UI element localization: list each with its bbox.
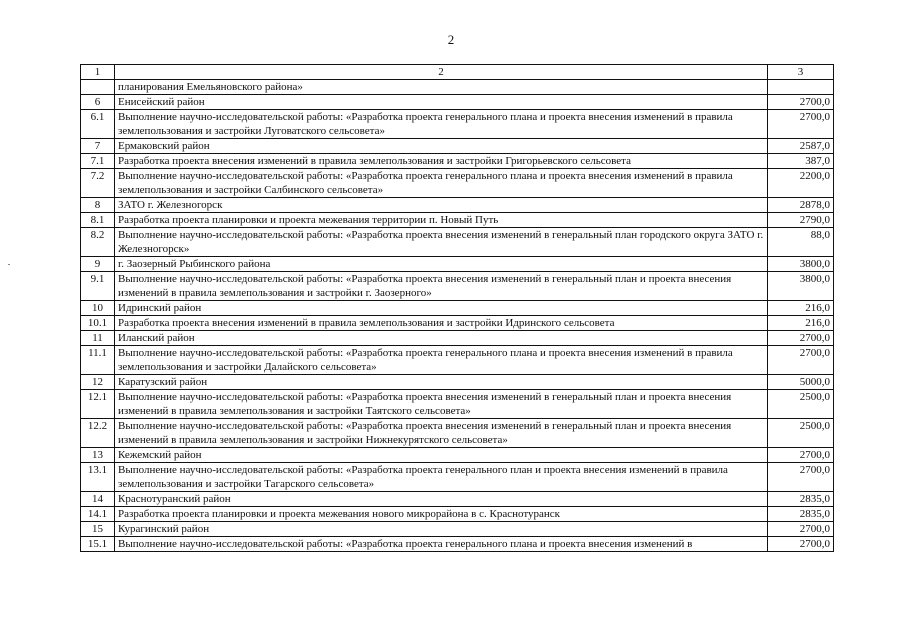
row-number: 13 (81, 448, 115, 463)
row-name: Разработка проекта планировки и проекта межевания территории п. Новый Путь (115, 213, 768, 228)
row-number: 12.1 (81, 390, 115, 419)
row-name: Разработка проекта планировки и проекта межевания нового микрорайона в с. Краснотуранск (115, 507, 768, 522)
row-value: 2587,0 (768, 139, 834, 154)
table-row (81, 301, 834, 316)
table-row (81, 110, 834, 139)
row-name: ЗАТО г. Железногорск (115, 198, 768, 213)
row-name: Выполнение научно-исследовательской работы: «Разработка проекта внесения изменений в генеральный план и проекта внесения изменений в правила землепользования и застройки Нижнекурятского сельсовета» (115, 419, 768, 448)
table-row (81, 257, 834, 272)
row-number: 9 (81, 257, 115, 272)
header-col-1: 1 (81, 65, 115, 80)
row-value: 2700,0 (768, 95, 834, 110)
row-value: 2700,0 (768, 346, 834, 375)
table-row (81, 507, 834, 522)
row-number: 8.1 (81, 213, 115, 228)
row-value: 3800,0 (768, 257, 834, 272)
row-number: 9.1 (81, 272, 115, 301)
row-name: Выполнение научно-исследовательской работы: «Разработка проекта генерального план и проекта внесения изменений в правила землепользования и застройки Тагарского сельсовета» (115, 463, 768, 492)
row-number: 15 (81, 522, 115, 537)
row-value: 216,0 (768, 316, 834, 331)
table-row (81, 537, 834, 552)
row-name: Выполнение научно-исследовательской работы: «Разработка проекта внесения изменений в генеральный план и проекта внесения изменений в правила землепользования и застройки г. Заозерного» (115, 272, 768, 301)
table-row (81, 492, 834, 507)
row-value: 5000,0 (768, 375, 834, 390)
row-value: 216,0 (768, 301, 834, 316)
table-row (81, 346, 834, 375)
row-value: 2835,0 (768, 492, 834, 507)
header-col-2: 2 (115, 65, 768, 80)
table-row (81, 154, 834, 169)
table-row (81, 448, 834, 463)
row-value (768, 80, 834, 95)
row-name: Кежемский район (115, 448, 768, 463)
table-row (81, 522, 834, 537)
row-value: 2700,0 (768, 537, 834, 552)
row-name: Ермаковский район (115, 139, 768, 154)
row-value: 2200,0 (768, 169, 834, 198)
row-number (81, 80, 115, 95)
row-number: 7 (81, 139, 115, 154)
row-number: 10.1 (81, 316, 115, 331)
row-value: 3800,0 (768, 272, 834, 301)
row-value: 2500,0 (768, 419, 834, 448)
table-row (81, 213, 834, 228)
row-number: 10 (81, 301, 115, 316)
table-row (81, 169, 834, 198)
table-row (81, 463, 834, 492)
row-value: 2500,0 (768, 390, 834, 419)
table-row (81, 139, 834, 154)
row-number: 15.1 (81, 537, 115, 552)
row-name: Разработка проекта внесения изменений в правила землепользования и застройки Григорьевского сельсовета (115, 154, 768, 169)
row-name: Выполнение научно-исследовательской работы: «Разработка проекта генерального плана и проекта внесения изменений в правила землепользования и застройки Далайского сельсовета» (115, 346, 768, 375)
row-number: 13.1 (81, 463, 115, 492)
row-name: Выполнение научно-исследовательской работы: «Разработка проекта внесения изменений в генеральный план городского округа ЗАТО г. Железногорск» (115, 228, 768, 257)
scan-speck (8, 264, 10, 265)
row-name: Краснотуранский район (115, 492, 768, 507)
row-name: Разработка проекта внесения изменений в правила землепользования и застройки Идринского сельсовета (115, 316, 768, 331)
row-value: 387,0 (768, 154, 834, 169)
projects-table (80, 64, 834, 552)
row-name: Курагинский район (115, 522, 768, 537)
row-number: 7.2 (81, 169, 115, 198)
table-row (81, 331, 834, 346)
row-name: Выполнение научно-исследовательской работы: «Разработка проекта внесения изменений в генеральный план и проекта внесения изменений в правила землепользования и застройки Таятского сельсовета» (115, 390, 768, 419)
page-number: 2 (447, 32, 455, 47)
table-row (81, 419, 834, 448)
table-row (81, 272, 834, 301)
row-value: 2835,0 (768, 507, 834, 522)
table-row (81, 198, 834, 213)
row-number: 12 (81, 375, 115, 390)
row-value: 2700,0 (768, 463, 834, 492)
header-col-3: 3 (768, 65, 834, 80)
row-number: 14 (81, 492, 115, 507)
table-row (81, 95, 834, 110)
table-row (81, 80, 834, 95)
row-name: Выполнение научно-исследовательской работы: «Разработка проекта генерального плана и проекта внесения изменений в правила землепользования и застройки Луговатского сельсовета» (115, 110, 768, 139)
row-name: Выполнение научно-исследовательской работы: «Разработка проекта генерального плана и проекта внесения изменений в (115, 537, 768, 552)
row-value: 2790,0 (768, 213, 834, 228)
row-name: Каратузский район (115, 375, 768, 390)
row-number: 6 (81, 95, 115, 110)
row-number: 6.1 (81, 110, 115, 139)
row-name: Идринский район (115, 301, 768, 316)
table-row (81, 390, 834, 419)
row-name: г. Заозерный Рыбинского района (115, 257, 768, 272)
row-value: 88,0 (768, 228, 834, 257)
row-name: Иланский район (115, 331, 768, 346)
row-number: 8 (81, 198, 115, 213)
row-number: 14.1 (81, 507, 115, 522)
row-value: 2878,0 (768, 198, 834, 213)
row-value: 2700,0 (768, 522, 834, 537)
row-value: 2700,0 (768, 110, 834, 139)
row-name: Енисейский район (115, 95, 768, 110)
row-name: планирования Емельяновского района» (115, 80, 768, 95)
table-row (81, 228, 834, 257)
table-row (81, 375, 834, 390)
row-number: 11.1 (81, 346, 115, 375)
table-row (81, 316, 834, 331)
row-number: 7.1 (81, 154, 115, 169)
row-value: 2700,0 (768, 331, 834, 346)
row-value: 2700,0 (768, 448, 834, 463)
table-header-row (81, 65, 834, 80)
row-name: Выполнение научно-исследовательской работы: «Разработка проекта генерального плана и проекта внесения изменений в правила землепользования и застройки Салбинского сельсовета» (115, 169, 768, 198)
row-number: 11 (81, 331, 115, 346)
row-number: 12.2 (81, 419, 115, 448)
row-number: 8.2 (81, 228, 115, 257)
